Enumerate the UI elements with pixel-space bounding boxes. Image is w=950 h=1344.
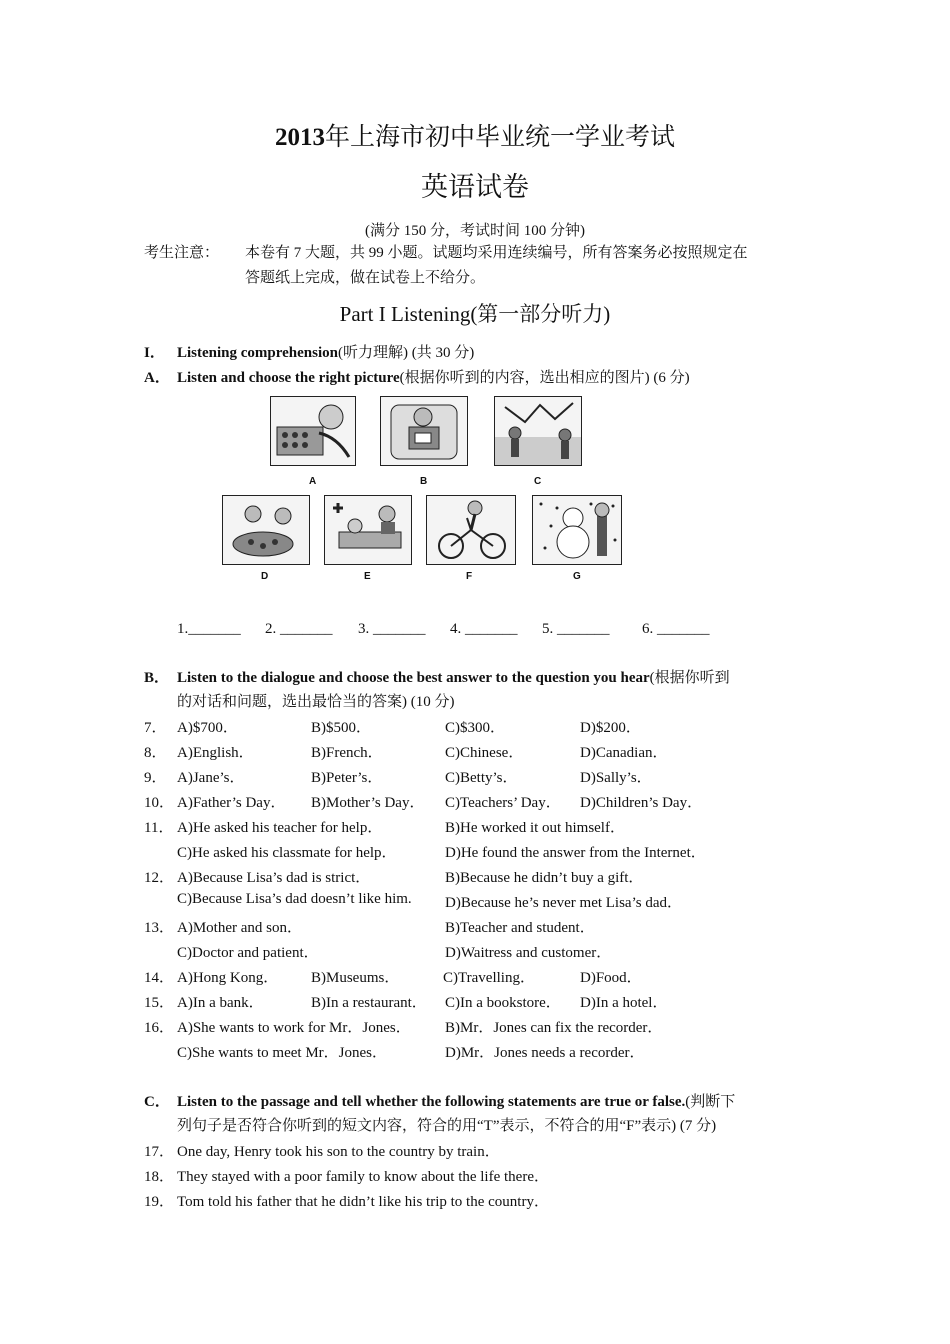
option-c[interactable]: C)Betty’s． (445, 770, 518, 786)
picture-c-label: C (534, 476, 542, 487)
option-c[interactable]: C)Chinese． (445, 745, 524, 761)
picture-b-label: B (420, 476, 428, 487)
answer-blank-1[interactable]: 1._______ (177, 621, 241, 637)
option-c[interactable]: C)Teachers’ Day． (445, 795, 561, 811)
option-c[interactable]: C)$300． (445, 720, 506, 736)
picture-e (324, 495, 412, 565)
option-a[interactable]: A)Hong Kong． (177, 970, 279, 986)
question-number: 16． (144, 1020, 175, 1036)
picture-d (222, 495, 310, 565)
answer-blank-6[interactable]: 6. _______ (642, 621, 710, 637)
picture-c (494, 396, 582, 466)
option-a[interactable]: A)Mother and son． (177, 920, 302, 936)
picture-f-label: F (466, 571, 473, 582)
option-b[interactable]: B)Mr．Jones can fix the recorder． (445, 1020, 663, 1036)
question-number: 18． (144, 1169, 175, 1185)
option-d[interactable]: D)Children’s Day． (580, 795, 703, 811)
score-note: (满分 150 分，考试时间 100 分钟) (365, 223, 585, 239)
option-a[interactable]: A)Because Lisa’s dad is strict． (177, 870, 371, 886)
option-b[interactable]: B)Museums． (311, 970, 400, 986)
picture-a (270, 396, 356, 466)
question-number: 9． (144, 770, 167, 786)
option-d[interactable]: D)Because he’s never met Lisa’s dad． (445, 895, 683, 911)
section-c-heading-line2: 列句子是否符合你听到的短文内容，符合的用“T”表示，不符合的用“F”表示) (7 分) (177, 1118, 717, 1134)
option-c[interactable]: C)She wants to meet Mr．Jones． (177, 1045, 387, 1061)
option-d[interactable]: D)Sally’s． (580, 770, 652, 786)
statement-text: They stayed with a poor family to know about the life there． (177, 1169, 549, 1185)
option-b[interactable]: B)Peter’s． (311, 770, 383, 786)
question-number: 19． (144, 1194, 175, 1210)
option-a[interactable]: A)In a bank． (177, 995, 264, 1011)
option-b[interactable]: B)$500． (311, 720, 372, 736)
picture-g-label: G (573, 571, 581, 582)
answer-blank-5[interactable]: 5. _______ (542, 621, 610, 637)
option-a[interactable]: A)Jane’s． (177, 770, 245, 786)
picture-b (380, 396, 468, 466)
question-number: 7． (144, 720, 167, 736)
option-b[interactable]: B)Mother’s Day． (311, 795, 425, 811)
exam-title: 2013年上海市初中毕业统一学业考试 (274, 124, 675, 151)
option-d[interactable]: D)He found the answer from the Internet． (445, 845, 706, 861)
answer-blank-3[interactable]: 3. _______ (358, 621, 426, 637)
option-b[interactable]: B)He worked it out himself． (445, 820, 625, 836)
answer-blank-2[interactable]: 2. _______ (265, 621, 333, 637)
option-c[interactable]: C)Because Lisa’s dad doesn’t like him. (177, 891, 412, 907)
notice-line-1: 本卷有 7 大题，共 99 小题。试题均采用连续编号，所有答案务必按照规定在 (245, 245, 748, 261)
option-d[interactable]: D)In a hotel． (580, 995, 668, 1011)
option-d[interactable]: D)Canadian． (580, 745, 668, 761)
option-a[interactable]: A)Father’s Day． (177, 795, 286, 811)
option-c[interactable]: C)Travelling． (443, 970, 535, 986)
option-c[interactable]: C)Doctor and patient． (177, 945, 319, 961)
section-b-heading-line2: 的对话和问题，选出最恰当的答案) (10 分) (177, 694, 455, 710)
answer-blank-4[interactable]: 4. _______ (450, 621, 518, 637)
part-title: Part I Listening(第一部分听力) (339, 302, 611, 326)
question-number: 17． (144, 1144, 175, 1160)
notice-line-2: 答题纸上完成，做在试卷上不给分。 (245, 270, 486, 286)
exam-subtitle: 英语试卷 (421, 172, 529, 202)
picture-e-label: E (364, 571, 371, 582)
option-a[interactable]: A)He asked his teacher for help． (177, 820, 383, 836)
section-b-number: B． (144, 670, 170, 686)
statement-text: Tom told his father that he didn’t like his trip to the country． (177, 1194, 549, 1210)
option-a[interactable]: A)She wants to work for Mr．Jones． (177, 1020, 411, 1036)
option-d[interactable]: D)$200． (580, 720, 641, 736)
section-b-heading: Listen to the dialogue and choose the best answer to the question you hear(根据你听到 (177, 670, 730, 686)
section-c-number: C． (144, 1094, 170, 1110)
question-number: 15． (144, 995, 175, 1011)
option-a[interactable]: A)English． (177, 745, 254, 761)
option-b[interactable]: B)French． (311, 745, 383, 761)
option-a[interactable]: A)$700． (177, 720, 238, 736)
section-a-heading: Listen and choose the right picture(根据你听到的内容，选出相应的图片) (6 分) (177, 370, 690, 386)
question-number: 14． (144, 970, 175, 986)
option-b[interactable]: B)In a restaurant． (311, 995, 427, 1011)
statement-text: One day, Henry took his son to the country by train． (177, 1144, 500, 1160)
picture-g (532, 495, 622, 565)
picture-a-label: A (309, 476, 317, 487)
option-c[interactable]: C)He asked his classmate for help． (177, 845, 397, 861)
option-b[interactable]: B)Teacher and student． (445, 920, 595, 936)
question-number: 10． (144, 795, 175, 811)
question-number: 11． (144, 820, 174, 836)
picture-d-label: D (261, 571, 269, 582)
question-number: 8． (144, 745, 167, 761)
section-c-heading: Listen to the passage and tell whether the following statements are true or false.(判断下 (177, 1094, 736, 1110)
question-number: 12． (144, 870, 175, 886)
notice-label: 考生注意： (144, 245, 220, 261)
picture-f (426, 495, 516, 565)
option-d[interactable]: D)Waitress and customer． (445, 945, 612, 961)
option-c[interactable]: C)In a bookstore． (445, 995, 561, 1011)
option-d[interactable]: D)Food． (580, 970, 642, 986)
option-d[interactable]: D)Mr．Jones needs a recorder． (445, 1045, 645, 1061)
section-i-heading: Listening comprehension(听力理解) (共 30 分) (177, 345, 475, 361)
question-number: 13． (144, 920, 175, 936)
option-b[interactable]: B)Because he didn’t buy a gift． (445, 870, 644, 886)
section-i-number: I． (144, 345, 165, 361)
section-a-number: A． (144, 370, 170, 386)
